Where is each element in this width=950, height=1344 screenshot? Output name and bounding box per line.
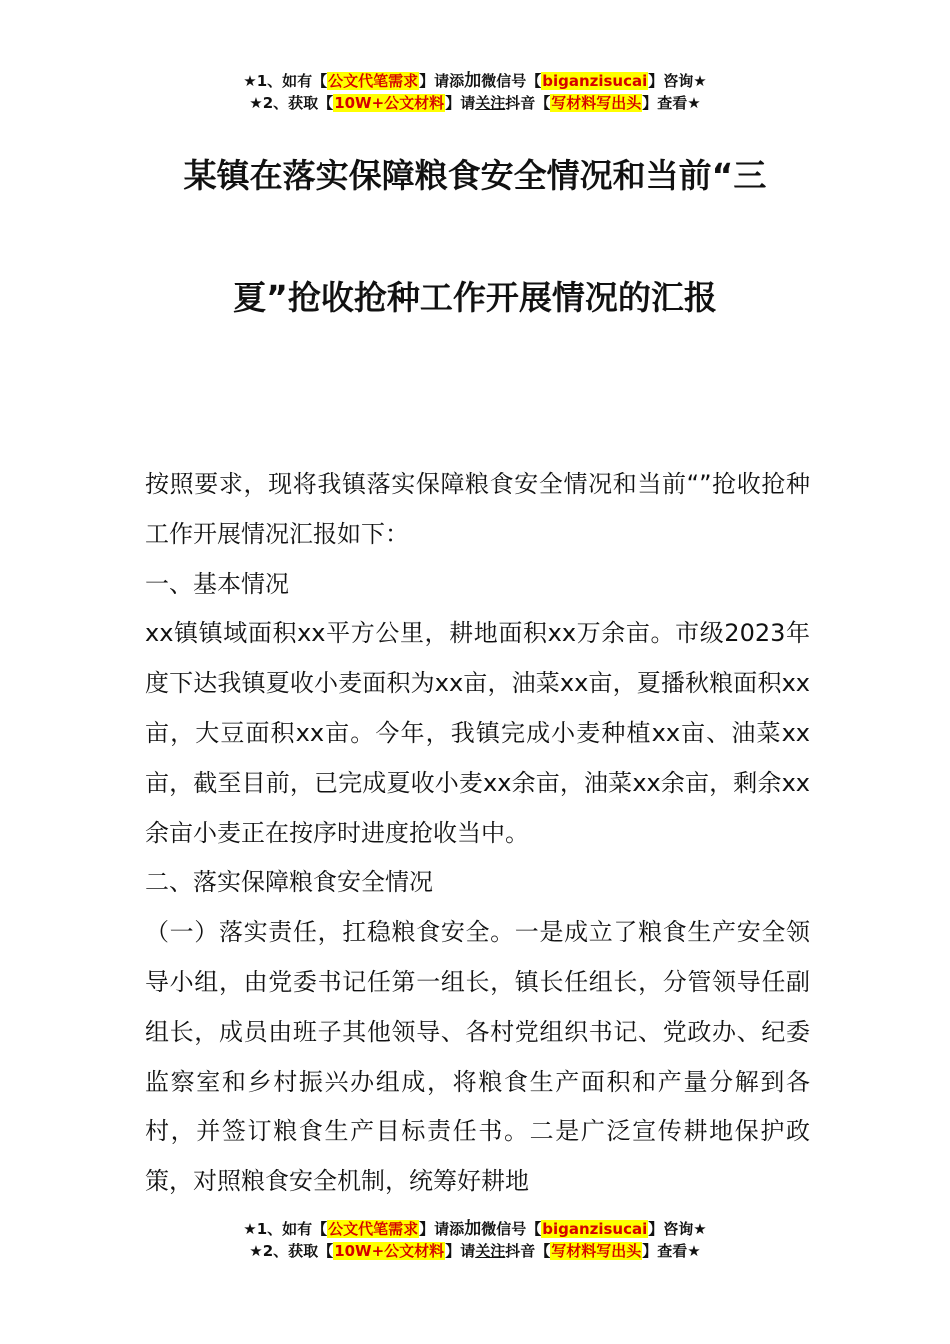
banner-line-1: ★1、如有【公文代笔需求】请添加微信号【biganzisucai】咨询★ [243, 1219, 707, 1239]
document-title-line-1: 某镇在落实保障粮食安全情况和当前“三 [183, 156, 767, 195]
highlight-text: 10W+公文材料 [334, 1242, 445, 1260]
highlight-text: 写材料写出头 [551, 94, 642, 112]
highlight-text: 写材料写出头 [551, 1242, 642, 1260]
banner-line-2: ★2、获取【10W+公文材料】请关注抖音【写材料写出头】查看★ [249, 1242, 701, 1260]
highlight-text: biganzisucai [542, 72, 648, 90]
banner-line-2: ★2、获取【10W+公文材料】请关注抖音【写材料写出头】查看★ [249, 94, 701, 112]
document-title-line-2: 夏”抢收抢种工作开展情况的汇报 [233, 278, 717, 317]
highlight-text: biganzisucai [542, 1220, 648, 1238]
header-banner [0, 70, 950, 114]
paragraph-responsibility: （一）落实责任，扛稳粮食安全。一是成立了粮食生产安全领导小组，由党委书记任第一组长，镇长任组长，分管领导任副组长，成员由班子其他领导、各村党组织书记、党政办、纪委监察室和乡村振兴办组成，将粮食生产面积和产量分解到各村，并签订粮食生产目标责任书。二是广泛宣传耕地保护政策，对照粮食安全机制，统筹好耕地 [145, 918, 810, 1196]
highlight-text: 公文代笔需求 [328, 1220, 419, 1238]
section-heading-basic: 一、基本情况 [145, 569, 289, 598]
highlight-text: 公文代笔需求 [328, 72, 419, 90]
banner-line-1: ★1、如有【公文代笔需求】请添加微信号【biganzisucai】咨询★ [243, 71, 707, 91]
highlight-text: 10W+公文材料 [334, 94, 445, 112]
footer-banner [0, 1218, 950, 1262]
paragraph-intro: 按照要求，现将我镇落实保障粮食安全情况和当前“”抢收抢种工作开展情况汇报如下： [145, 470, 810, 548]
document-body [145, 460, 810, 1207]
section-heading-food-security: 二、落实保障粮食安全情况 [145, 868, 433, 897]
paragraph-basic-info: xx镇镇域面积xx平方公里，耕地面积xx万余亩。市级2023年度下达我镇夏收小麦面积为xx亩，油菜xx亩，夏播秋粮面积xx亩，大豆面积xx亩。今年，我镇完成小麦种植xx亩、油菜xx亩，截至目前，已完成夏收小麦xx余亩，油菜xx余亩，剩余xx余亩小麦正在按序时进度抢收当中。 [145, 619, 810, 847]
